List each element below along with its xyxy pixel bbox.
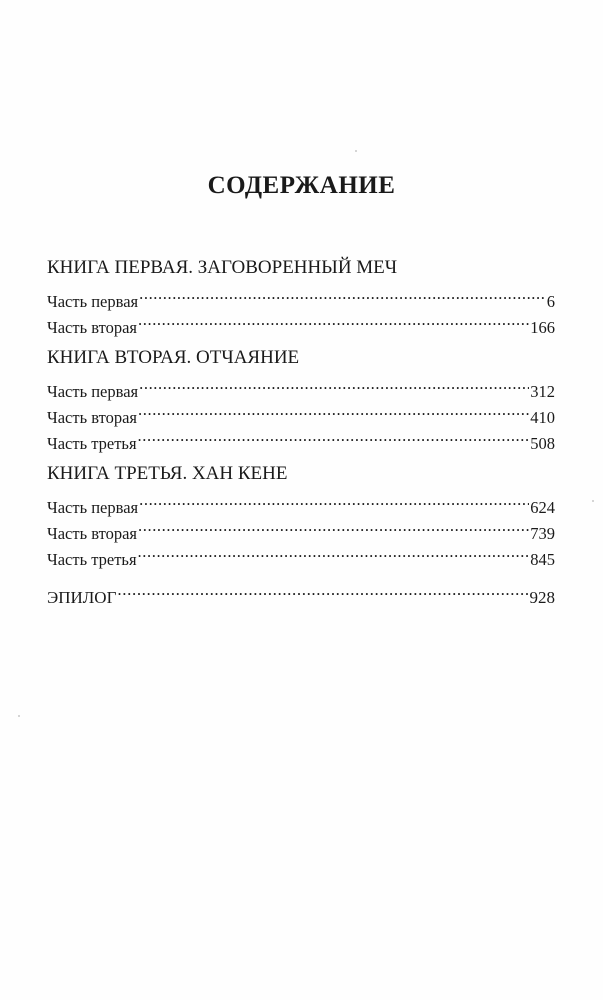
dot-leader [138, 423, 530, 449]
toc-entry-page: 410 [530, 408, 555, 427]
toc-entry-label: Часть третья [47, 550, 137, 569]
toc-entry-page: 508 [530, 434, 555, 453]
book-heading: КНИГА ВТОРАЯ. ОТЧАЯНИЕ [47, 347, 300, 368]
toc-entry-page: 845 [530, 550, 555, 569]
toc-entry-page: 739 [530, 524, 555, 543]
toc-entry-label: Часть первая [47, 292, 139, 311]
toc-entry [47, 281, 555, 311]
paper-speck [592, 500, 594, 502]
dot-leader [117, 577, 528, 603]
toc-entry [47, 371, 555, 401]
toc-entry-label: Часть первая [47, 382, 139, 401]
paper-speck [355, 150, 357, 152]
toc-entry-epilogue [47, 577, 555, 607]
book-heading: КНИГА ПЕРВАЯ. ЗАГОВОРЕННЫЙ МЕЧ [47, 257, 398, 278]
dot-leader [138, 307, 529, 333]
dot-leader [138, 513, 529, 539]
toc-entry-label: Часть вторая [47, 524, 138, 543]
toc-entry-label: Часть вторая [47, 408, 138, 427]
toc-entry-label: Часть третья [47, 434, 137, 453]
paper-speck [18, 715, 20, 717]
toc-entry-label: ЭПИЛОГ [47, 588, 117, 607]
toc-entry-page: 6 [546, 292, 555, 311]
dot-leader [138, 539, 530, 565]
toc-entry [47, 487, 555, 517]
dot-leader [139, 371, 529, 397]
dot-leader [138, 397, 529, 423]
toc-entry-page: 166 [530, 318, 555, 337]
toc-entry-page: 312 [530, 382, 555, 401]
table-of-contents [47, 255, 555, 607]
toc-entry-label: Часть вторая [47, 318, 138, 337]
dot-leader [139, 281, 546, 307]
toc-entry-page: 928 [529, 588, 555, 607]
book-heading: КНИГА ТРЕТЬЯ. ХАН КЕНЕ [47, 463, 288, 484]
toc-entry-page: 624 [530, 498, 555, 517]
page-title: СОДЕРЖАНИЕ [207, 172, 396, 199]
dot-leader [139, 487, 529, 513]
toc-entry-label: Часть первая [47, 498, 139, 517]
